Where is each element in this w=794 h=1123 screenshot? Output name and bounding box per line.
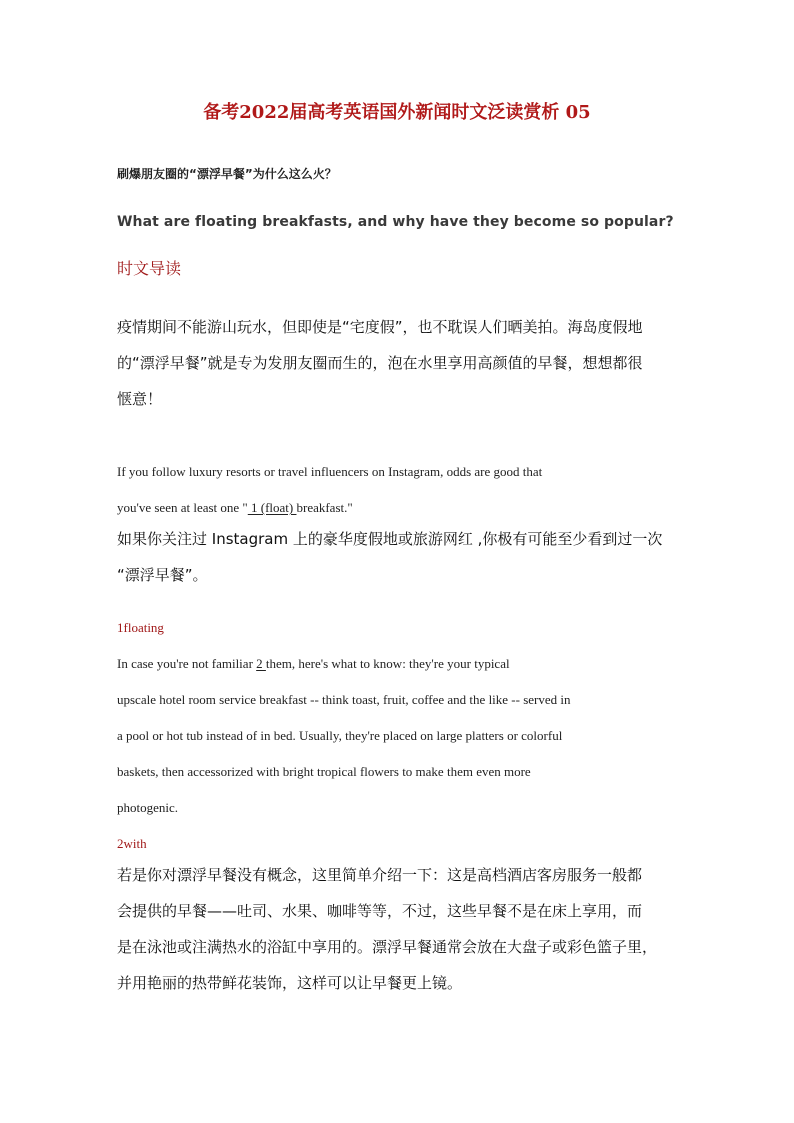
text-segment: you've seen at least one " (117, 500, 248, 515)
paragraph-2-chinese (117, 857, 683, 1001)
section-heading-reading-guide: 时文导读 (117, 259, 182, 278)
paragraph-2-english (117, 646, 687, 826)
paragraph-line (117, 646, 687, 682)
answer-2: 2with (117, 836, 147, 851)
intro-line: 的“漂浮早餐”就是专为发朋友圈而生的，泡在水里享用高颜值的早餐，想想都很 (117, 354, 643, 372)
paragraph-line: a pool or hot tub instead of in bed. Usually, they're placed on large platters or colorful (117, 728, 563, 743)
document-title: 备考2022届高考英语国外新闻时文泛读赏析 05 (203, 102, 591, 123)
paragraph-line: 若是你对漂浮早餐没有概念，这里简单介绍一下：这是高档酒店客房服务一般都 (117, 866, 643, 884)
paragraph-line: 并用艳丽的热带鲜花装饰，这样可以让早餐更上镜。 (117, 974, 463, 992)
text-segment: In case you're not familiar (117, 656, 257, 671)
fill-in-blank-1: 1 (float) (247, 500, 297, 515)
article-title-english: What are floating breakfasts, and why have they become so popular? (117, 214, 674, 230)
article-title-chinese: 刷爆朋友圈的“漂浮早餐”为什么这么火？ (117, 167, 337, 181)
answer-1: 1floating (117, 620, 164, 635)
paragraph-1-english (117, 454, 687, 526)
intro-line: 惬意！ (117, 390, 163, 408)
intro-paragraph-chinese (117, 309, 683, 417)
text-segment: breakfast." (296, 500, 353, 515)
paragraph-line: “漂浮早餐”。 (117, 566, 208, 584)
paragraph-line: If you follow luxury resorts or travel influencers on Instagram, odds are good that (117, 464, 543, 479)
paragraph-line: upscale hotel room service breakfast -- think toast, fruit, coffee and the like -- served in (117, 692, 571, 707)
paragraph-line: 会提供的早餐——吐司、水果、咖啡等等，不过，这些早餐不是在床上享用，而 (117, 902, 643, 920)
paragraph-line: 是在泳池或注满热水的浴缸中享用的。漂浮早餐通常会放在大盘子或彩色篮子里， (117, 938, 658, 956)
paragraph-line: photogenic. (117, 800, 179, 815)
paragraph-1-chinese (117, 521, 683, 593)
text-segment: them, here's what to know: they're your typical (265, 656, 510, 671)
paragraph-line: 如果你关注过 Instagram 上的豪华度假地或旅游网红 ,你极有可能至少看到过一次 (117, 530, 663, 548)
fill-in-blank-2: 2 (256, 656, 266, 671)
paragraph-line: baskets, then accessorized with bright tropical flowers to make them even more (117, 764, 531, 779)
intro-line: 疫情期间不能游山玩水，但即使是“宅度假”，也不耽误人们晒美拍。海岛度假地 (117, 318, 643, 336)
